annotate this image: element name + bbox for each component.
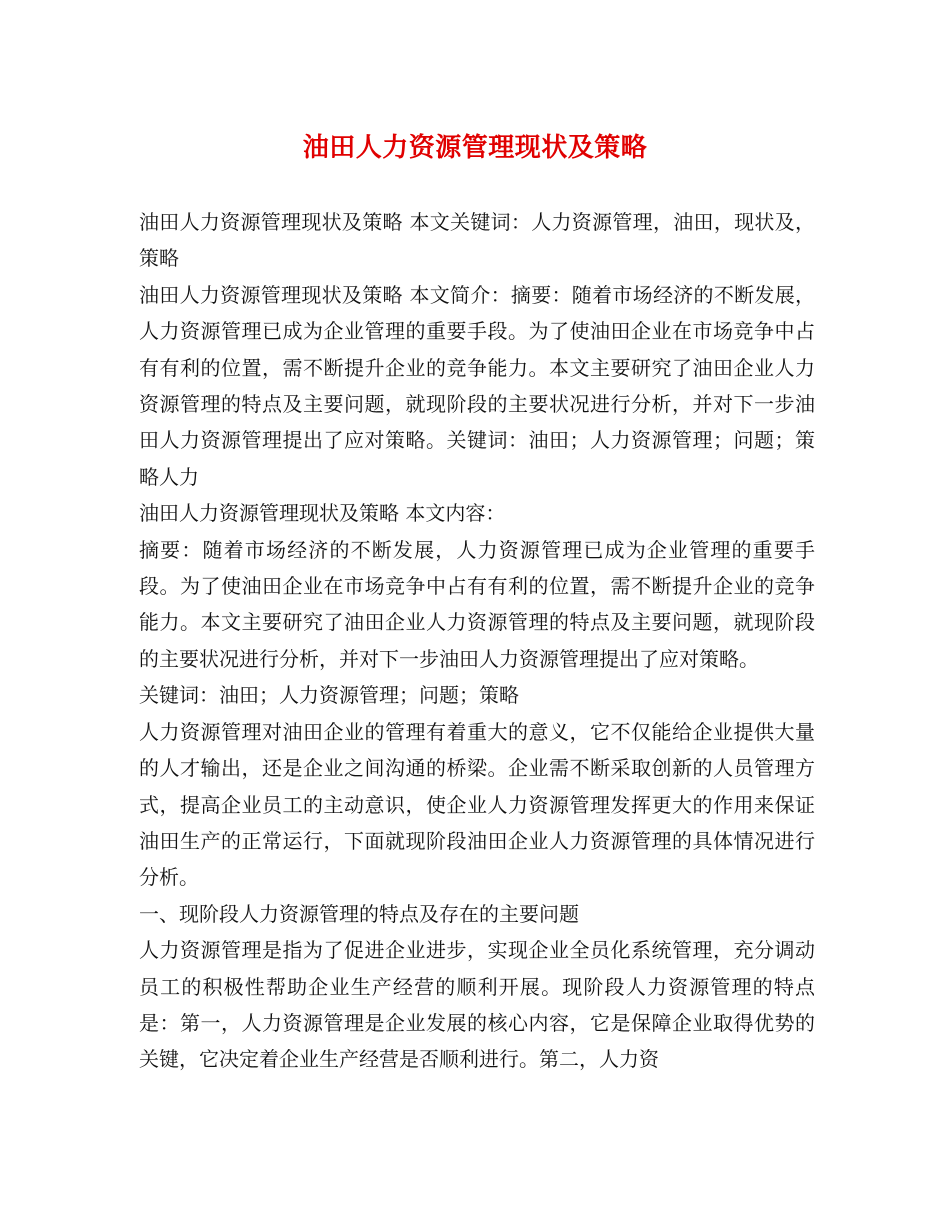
body-paragraph: 人力资源管理对油田企业的管理有着重大的意义，它不仅能给企业提供大量的人才输出，还是企业之间沟通的桥梁。企业需不断采取创新的人员管理方式，提高企业员工的主动意识，使企业人力资源管理发挥更大的作用来保证油田生产的正常运行，下面就现阶段油田企业人力资源管理的具体情况进行分析。 (139, 719, 815, 890)
summary-intro-paragraph: 油田人力资源管理现状及策略 本文简介：摘要：随着市场经济的不断发展，人力资源管理已成为企业管理的重要手段。为了使油田企业在市场竞争中占有有利的位置，需不断提升企业的竞争能力。本文主要研究了油田企业人力资源管理的特点及主要问题，就现阶段的主要状况进行分析，并对下一步油田人力资源管理提出了应对策略。关键词：油田；人力资源管理；问题；策略人力 (139, 282, 815, 489)
keywords-paragraph: 关键词：油田；人力资源管理；问题；策略 (139, 683, 519, 708)
content-intro-paragraph: 油田人力资源管理现状及策略 本文内容： (139, 501, 506, 526)
document-title: 油田人力资源管理现状及策略 (302, 133, 648, 163)
document-body (139, 204, 815, 1078)
abstract-paragraph: 摘要：随着市场经济的不断发展，人力资源管理已成为企业管理的重要手段。为了使油田企业在市场竞争中占有有利的位置，需不断提升企业的竞争能力。本文主要研究了油田企业人力资源管理的特点及主要问题，就现阶段的主要状况进行分析，并对下一步油田人力资源管理提出了应对策略。 (139, 537, 815, 671)
body-paragraph: 人力资源管理是指为了促进企业进步，实现企业全员化系统管理，充分调动员工的积极性帮助企业生产经营的顺利开展。现阶段人力资源管理的特点是：第一，人力资源管理是企业发展的核心内容，它是保障企业取得优势的关键，它决定着企业生产经营是否顺利进行。第二，人力资 (139, 938, 815, 1072)
keywords-intro-paragraph: 油田人力资源管理现状及策略 本文关键词：人力资源管理，油田，现状及，策略 (139, 210, 815, 271)
section-heading: 一、现阶段人力资源管理的特点及存在的主要问题 (139, 901, 579, 926)
